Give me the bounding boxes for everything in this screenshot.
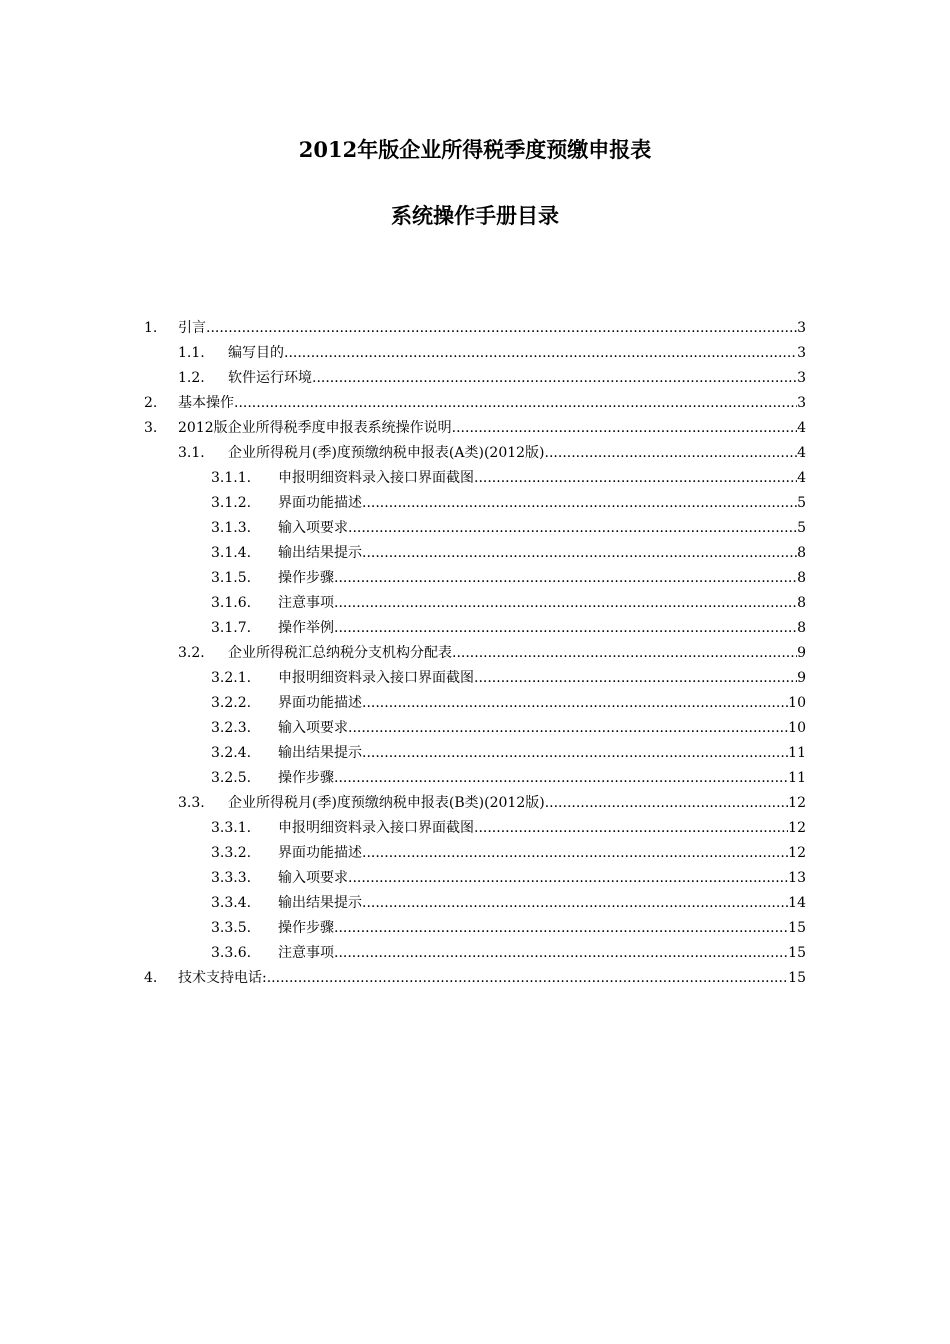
toc-entry[interactable] [0,341,950,366]
toc-entry-title: 基本操作 [178,395,234,411]
toc-entry-number: 3.1.7. [211,620,252,636]
toc-entry-line [278,666,806,691]
toc-entry-page-number: 3 [797,345,806,361]
toc-entry-page-number: 8 [797,595,806,611]
toc-entry[interactable] [0,916,950,941]
toc-entry-page-number: 15 [788,945,806,961]
toc-entry[interactable] [0,416,950,441]
toc-dot-leader [234,391,797,416]
toc-entry-page-number: 13 [788,870,806,886]
toc-entry[interactable] [0,941,950,966]
toc-dot-leader [206,316,797,341]
toc-entry-title: 输入项要求 [278,870,348,886]
toc-entry[interactable] [0,541,950,566]
toc-entry-title: 申报明细资料录入接口界面截图 [278,470,474,486]
toc-entry-line [228,441,806,466]
toc-entry-page-number: 10 [788,695,806,711]
toc-dot-leader [362,841,788,866]
toc-entry[interactable] [0,616,950,641]
toc-entry[interactable] [0,766,950,791]
toc-entry[interactable] [0,866,950,891]
toc-entry-page-number: 12 [788,795,806,811]
toc-entry-number: 3.1.4. [211,545,252,561]
toc-dot-leader [312,366,797,391]
toc-dot-leader [362,491,797,516]
toc-entry[interactable] [0,316,950,341]
toc-dot-leader [284,341,797,366]
toc-entry-number: 3.3.4. [211,895,252,911]
toc-entry-title: 界面功能描述 [278,695,362,711]
toc-entry-line [278,916,806,941]
toc-entry-number: 3.2.3. [211,720,252,736]
toc-entry-title: 企业所得税月(季)度预缴纳税申报表(A类)(2012版) [228,445,545,461]
toc-entry-line [278,566,806,591]
toc-entry[interactable] [0,691,950,716]
toc-dot-leader [545,791,788,816]
toc-dot-leader [334,766,788,791]
toc-entry-line [228,641,806,666]
toc-entry-title: 企业所得税月(季)度预缴纳税申报表(B类)(2012版) [228,795,545,811]
toc-entry[interactable] [0,966,950,991]
toc-entry-title: 操作步骤 [278,570,334,586]
toc-dot-leader [362,541,797,566]
toc-entry[interactable] [0,666,950,691]
toc-entry-line [278,516,806,541]
toc-entry-page-number: 11 [788,745,806,761]
toc-entry-page-number: 8 [797,620,806,636]
toc-entry-page-number: 5 [797,520,806,536]
toc-entry-number: 3.3.1. [211,820,252,836]
toc-entry-number: 1. [144,320,158,336]
toc-entry-page-number: 3 [797,320,806,336]
toc-entry[interactable] [0,491,950,516]
toc-entry-page-number: 12 [788,820,806,836]
toc-dot-leader [334,566,797,591]
toc-entry-number: 3.2.1. [211,670,252,686]
toc-entry[interactable] [0,741,950,766]
toc-entry-page-number: 15 [788,920,806,936]
toc-dot-leader [362,691,788,716]
toc-dot-leader [474,466,797,491]
toc-entry-number: 3.3.3. [211,870,252,886]
toc-entry-line [278,766,806,791]
toc-entry[interactable] [0,466,950,491]
table-of-contents [0,316,950,991]
toc-entry[interactable] [0,441,950,466]
toc-entry-number: 3.2. [178,645,205,661]
toc-entry[interactable] [0,641,950,666]
toc-entry-number: 3.3. [178,795,205,811]
toc-dot-leader [334,916,788,941]
toc-entry-line [278,866,806,891]
toc-entry[interactable] [0,366,950,391]
toc-entry-number: 2. [144,395,158,411]
toc-entry-title: 注意事项 [278,945,334,961]
toc-entry[interactable] [0,591,950,616]
toc-entry[interactable] [0,791,950,816]
toc-entry-line [278,891,806,916]
toc-entry-line [278,591,806,616]
toc-entry-number: 3.1.5. [211,570,252,586]
toc-entry-line [228,366,806,391]
toc-entry-number: 3.2.2. [211,695,252,711]
toc-dot-leader [545,441,798,466]
toc-entry-line [278,941,806,966]
toc-entry[interactable] [0,716,950,741]
toc-entry-page-number: 3 [797,395,806,411]
toc-dot-leader [452,416,797,441]
toc-entry-number: 3.3.6. [211,945,252,961]
toc-entry-number: 3.1. [178,445,205,461]
toc-dot-leader [348,716,788,741]
toc-entry-number: 3.2.4. [211,745,252,761]
toc-entry[interactable] [0,816,950,841]
toc-entry-page-number: 4 [797,420,806,436]
toc-entry-line [278,541,806,566]
toc-dot-leader [334,616,797,641]
toc-entry-line [228,341,806,366]
toc-entry-line [178,966,806,991]
toc-entry-page-number: 9 [797,670,806,686]
toc-entry-line [278,841,806,866]
toc-entry-number: 3.1.1. [211,470,252,486]
toc-entry[interactable] [0,566,950,591]
toc-entry-title: 输入项要求 [278,520,348,536]
toc-entry-page-number: 12 [788,845,806,861]
toc-dot-leader [474,666,797,691]
toc-entry-page-number: 10 [788,720,806,736]
toc-entry-title: 2012版企业所得税季度申报表系统操作说明 [178,420,452,436]
toc-entry-line [278,691,806,716]
toc-dot-leader [362,891,788,916]
toc-entry-line [278,616,806,641]
toc-entry-number: 3.1.2. [211,495,252,511]
toc-entry-number: 3. [144,420,158,436]
toc-dot-leader [348,866,788,891]
toc-entry-title: 引言 [178,320,206,336]
toc-entry-title: 申报明细资料录入接口界面截图 [278,820,474,836]
toc-entry-number: 3.1.3. [211,520,252,536]
toc-entry-title: 技术支持电话: [178,970,267,986]
toc-entry-number: 3.2.5. [211,770,252,786]
toc-entry-number: 3.3.5. [211,920,252,936]
toc-entry-number: 3.3.2. [211,845,252,861]
toc-entry-page-number: 8 [797,545,806,561]
toc-entry-number: 4. [144,970,158,986]
toc-entry-line [178,391,806,416]
toc-entry-page-number: 4 [797,470,806,486]
toc-entry-title: 界面功能描述 [278,845,362,861]
toc-entry[interactable] [0,516,950,541]
toc-entry-page-number: 15 [788,970,806,986]
toc-entry-number: 3.1.6. [211,595,252,611]
toc-entry-title: 输出结果提示 [278,545,362,561]
toc-entry-line [228,791,806,816]
toc-entry[interactable] [0,891,950,916]
toc-entry-page-number: 3 [797,370,806,386]
toc-entry[interactable] [0,841,950,866]
toc-entry-number: 1.1. [178,345,205,361]
toc-entry-page-number: 14 [788,895,806,911]
toc-entry[interactable] [0,391,950,416]
toc-entry-line [178,416,806,441]
toc-dot-leader [267,966,788,991]
toc-entry-line [278,741,806,766]
toc-entry-page-number: 5 [797,495,806,511]
toc-entry-title: 操作举例 [278,620,334,636]
toc-entry-title: 操作步骤 [278,770,334,786]
toc-dot-leader [474,816,788,841]
toc-entry-title: 注意事项 [278,595,334,611]
document-subtitle: 系统操作手册目录 [391,203,559,228]
toc-entry-title: 申报明细资料录入接口界面截图 [278,670,474,686]
toc-dot-leader [362,741,788,766]
toc-dot-leader [348,516,797,541]
toc-entry-page-number: 8 [797,570,806,586]
toc-entry-title: 软件运行环境 [228,370,312,386]
toc-entry-title: 输入项要求 [278,720,348,736]
toc-entry-page-number: 4 [797,445,806,461]
toc-dot-leader [334,591,797,616]
toc-entry-line [278,716,806,741]
toc-entry-number: 1.2. [178,370,205,386]
document-title: 2012年版企业所得税季度预缴申报表 [298,137,652,162]
toc-dot-leader [452,641,797,666]
toc-entry-title: 界面功能描述 [278,495,362,511]
toc-entry-page-number: 11 [788,770,806,786]
toc-entry-line [178,316,806,341]
toc-entry-title: 输出结果提示 [278,745,362,761]
toc-entry-title: 编写目的 [228,345,284,361]
toc-entry-title: 操作步骤 [278,920,334,936]
toc-entry-line [278,816,806,841]
toc-dot-leader [334,941,788,966]
toc-entry-line [278,491,806,516]
toc-entry-title: 企业所得税汇总纳税分支机构分配表 [228,645,452,661]
toc-entry-line [278,466,806,491]
toc-entry-title: 输出结果提示 [278,895,362,911]
toc-entry-page-number: 9 [797,645,806,661]
